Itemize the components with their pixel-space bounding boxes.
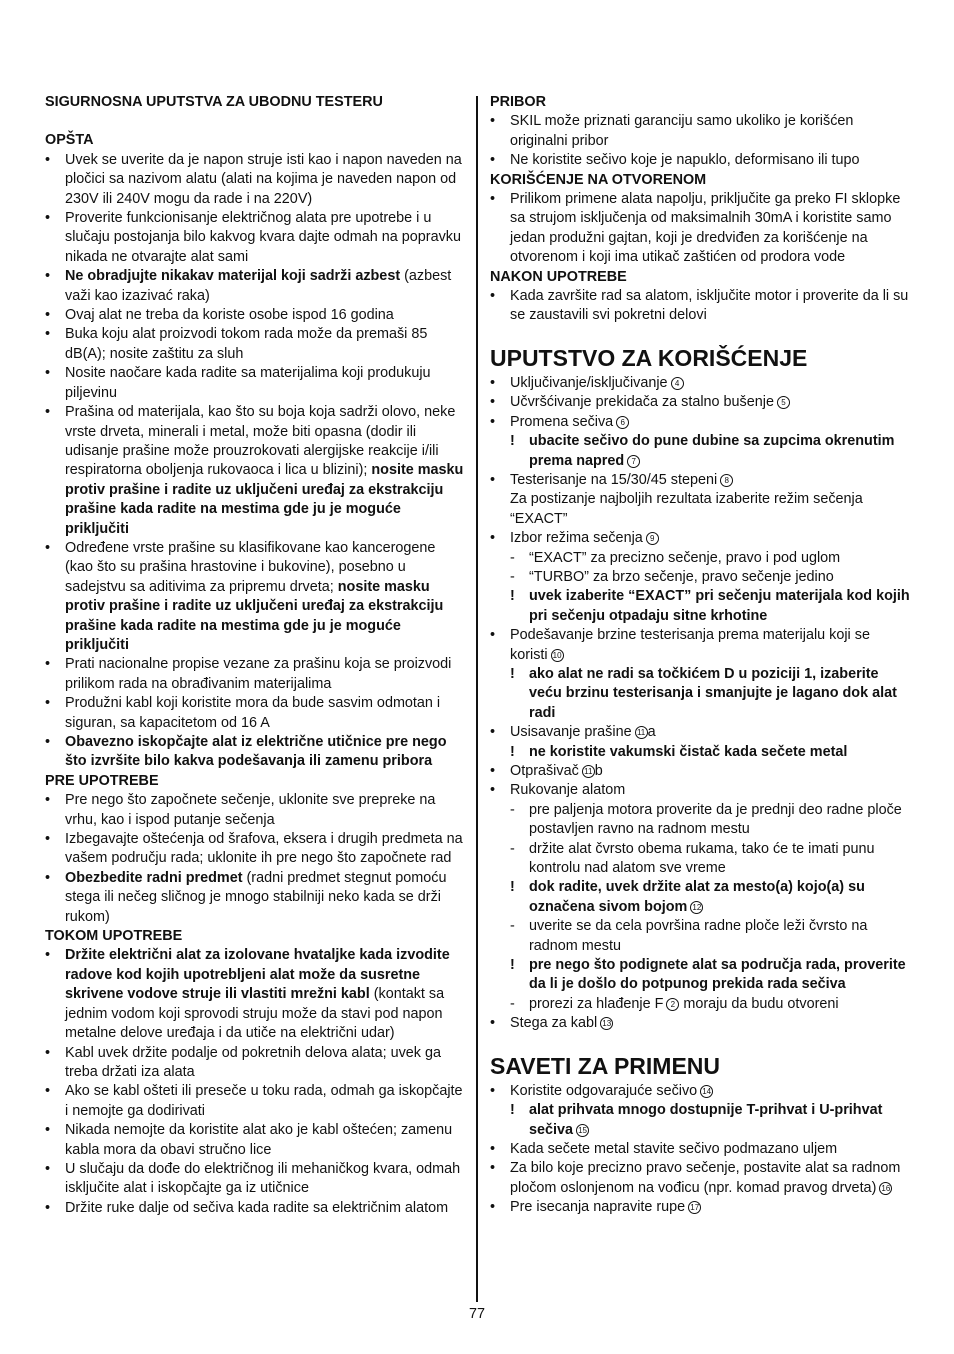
list-item — [490, 781, 910, 800]
item-text: “TURBO” za brzo sečenje, pravo sečenje jedino — [529, 568, 834, 585]
item-text: (kontakt sa jednim vodom koji sprovodi struju može da stavi pod napon metalne delove uređaja i da utiče na električni udar) — [65, 986, 445, 1042]
item-text: Podešavanje brzine testerisanja prema materijalu koji se koristi — [510, 627, 870, 663]
uputstvo-list — [490, 374, 910, 1034]
bold-text: Obezbedite radni predmet — [65, 869, 243, 886]
list-item — [490, 287, 910, 326]
figure-ref-icon: 8 — [720, 474, 733, 487]
list-item — [490, 190, 910, 268]
section-tokom-heading: TOKOM UPOTREBE — [45, 928, 183, 945]
item-text: Buka koju alat proizvodi tokom rada može da premaši 85 dB(A); nosite zaštitu za sluh — [65, 326, 428, 362]
list-item — [45, 1199, 466, 1218]
item-text: (azbest važi kao izazivać raka) — [65, 268, 452, 304]
item-text: Ne koristite sečivo koje je napuklo, deformisano ili tupo — [510, 152, 860, 169]
item-text: Pre isecanja napravite rupe — [510, 1199, 686, 1216]
item-suffix: b — [594, 763, 603, 779]
list-item — [490, 112, 910, 151]
list-item — [45, 869, 466, 927]
warning-item — [490, 956, 910, 995]
list-item — [45, 791, 466, 830]
list-item — [490, 413, 910, 432]
item-text: Stega za kabl — [510, 1015, 598, 1032]
item-text: držite alat čvrsto obema rukama, tako će te imati punu kontrolu nad alatom sve vreme — [529, 840, 875, 877]
item-text: Određene vrste prašine su klasifikovane kao kancerogene (kao što su prašina hrastovine i bukovine), posebno u sadejstvu sa aditivima za pripremu drveta; — [65, 539, 436, 595]
pribor-list — [490, 112, 910, 170]
figure-ref-icon: 13 — [600, 1017, 613, 1030]
list-item — [45, 1121, 466, 1160]
item-text: Rukovanje alatom — [510, 782, 626, 799]
item-text: pre paljenja motora proverite da je prednji deo radne ploče postavljen ravno na radnom mestu — [529, 801, 902, 838]
figure-ref-icon: 11 — [582, 765, 595, 778]
list-item — [45, 655, 466, 694]
pre-list — [45, 791, 466, 927]
list-item — [490, 393, 910, 412]
item-text: (radni predmet stegnut pomoću stega ili nečeg sličnog je mnogo stabilniji neko kada se drži rukom) — [65, 869, 447, 925]
list-item — [45, 209, 466, 267]
figure-ref-icon: 2 — [666, 998, 679, 1011]
item-text: Pre nego što započnete sečenje, uklonite sve prepreke na vrhu, kao i ispod putanje sečenja — [65, 792, 436, 828]
figure-ref-icon: 11 — [635, 726, 648, 739]
item-text: Testerisanje na 15/30/45 stepeni — [510, 471, 718, 488]
item-suffix: a — [647, 724, 656, 741]
list-item — [45, 733, 466, 772]
bold-text: Ne obradjujte nikakav materijal koji sadrži azbest — [65, 268, 401, 285]
item-text: Uključivanje/isključivanje — [510, 374, 668, 391]
saveti-list — [490, 1082, 910, 1218]
section-otvoreno-heading: KORIŠĆENJE NA OTVORENOM — [490, 171, 707, 188]
list-item — [490, 1140, 910, 1159]
nakon-list — [490, 287, 910, 326]
item-text: Nosite naočare kada radite sa materijalima koji produkuju piljevinu — [65, 365, 431, 401]
list-item — [45, 539, 466, 655]
item-text: Usisavanje prašine — [510, 724, 632, 741]
item-text: Kada završite rad sa alatom, isključite motor i proverite da li su se zaustavili svi pokretni delovi — [510, 288, 909, 324]
figure-ref-icon: 9 — [646, 532, 659, 545]
list-item — [490, 626, 910, 665]
item-text: Promena sečiva — [510, 413, 614, 430]
section-pre-heading: PRE UPOTREBE — [45, 772, 159, 789]
list-item — [490, 1082, 910, 1101]
warning-item — [490, 432, 910, 471]
heading-uputstvo: UPUTSTVO ZA KORIŠĆENJE — [490, 344, 808, 371]
list-item — [45, 694, 466, 733]
item-text: uvek izaberite “EXACT” pri sečenju materijala kod kojih pri sečenju otpadaju sitne krhotine — [529, 588, 910, 624]
dash-item — [490, 995, 910, 1014]
item-text: prorezi za hlađenje F — [529, 995, 664, 1012]
item-text: Nikada nemojte da koristite alat ako je kabl oštećen; zamenu kabla mora da obavi stručno lice — [65, 1122, 453, 1158]
list-item — [490, 1198, 910, 1217]
list-item — [490, 471, 910, 529]
section-pribor-heading: PRIBOR — [490, 94, 546, 110]
bold-text: Obavezno iskopčajte alat iz električne utičnice pre nego što izvršite bilo kakva podešavanja ili zamenu pribora — [65, 734, 447, 770]
figure-ref-icon: 16 — [879, 1182, 892, 1195]
bold-text: nosite masku protiv prašine i radite uz uključeni uređaj za ekstrakciju prašine kada radite na mestima gde ju je moguće priključiti — [65, 578, 444, 653]
item-text: uverite se da cela površina radne ploče leži čvrsto na radnom mestu — [529, 918, 868, 954]
warning-item — [490, 587, 910, 626]
figure-ref-icon: 4 — [671, 377, 684, 390]
item-note: Za postizanje najboljih rezultata izaberite režim sečenja “EXACT” — [510, 491, 863, 527]
figure-ref-icon: 7 — [627, 455, 640, 468]
item-text: Ako se kabl ošteti ili preseče u toku rada, odmah ga iskopčajte i nemojte ga dodirivati — [65, 1083, 463, 1119]
item-text: ubacite sečivo do pune dubine sa zupcima okrenutim prema napred — [529, 433, 895, 469]
dash-item — [490, 801, 910, 840]
heading-saveti: SAVETI ZA PRIMENU — [490, 1052, 721, 1079]
list-item — [45, 364, 466, 403]
list-item — [45, 306, 466, 325]
list-item — [490, 723, 910, 742]
warning-item — [490, 878, 910, 917]
figure-ref-icon: 12 — [690, 901, 703, 914]
item-text: Prilikom primene alata napolju, priključite ga preko FI sklopke sa strujom isključenja od maksimalnih 30mA i koristite samo jedan produžni gajtan, koji je dredviđen za korišćenje na otvorenom i koji ima utikač zaštićen od prodora vode — [510, 191, 901, 266]
item-text: Držite ruke dalje od sečiva kada radite sa električnim alatom — [65, 1199, 449, 1216]
figure-ref-icon: 10 — [551, 649, 564, 662]
item-text: Prati nacionalne propise vezane za prašinu koja se proizvodi prilikom rada na obrađivanim materijalima — [65, 656, 452, 692]
item-text: Uvek se uverite da je napon struje isti kao i napon naveden na pločici sa nazivom alatu (alati na kojima je naveden napon od 230V ili 240V mogu da rade i na 220V) — [65, 151, 462, 207]
item-text: Kabl uvek držite podalje od pokretnih delova alata; uvek ga treba držati iza alata — [65, 1044, 442, 1080]
item-text: Kada sečete metal stavite sečivo podmazano uljem — [510, 1140, 838, 1157]
right-column — [490, 93, 910, 1218]
figure-ref-icon: 6 — [616, 416, 629, 429]
bold-text: nosite masku protiv prašine i radite uz uključeni uređaj za ekstrakciju prašine kada radite na mestima gde ju je moguće priključiti — [65, 462, 464, 537]
list-item — [45, 830, 466, 869]
item-text: alat prihvata mnogo dostupnije T-prihvat i U-prihvat sečiva — [529, 1102, 883, 1138]
item-text: Proverite funkcionisanje električnog alata pre upotrebe i u slučaju postojanja bilo kakvog kvara dajte odmah na popravku nikada ne otvarajte alat sami — [65, 210, 461, 265]
bold-text: Držite električni alat za izolovane hvataljke kada izvodite radove kod kojih upotrebljeni alat može da susretne skrivene vodove struje ili vlastiti mrežni kabl — [65, 947, 450, 1003]
dash-item — [490, 549, 910, 568]
list-item — [45, 151, 466, 209]
otvoreno-list — [490, 190, 910, 268]
column-divider — [476, 96, 478, 1302]
item-text: Produžni kabl koji koristite mora da bude sasvim odmotan i siguran, sa kapacitetom od 16 A — [65, 695, 441, 731]
safety-title: SIGURNOSNA UPUTSTVA ZA UBODNU TESTERU — [45, 94, 383, 110]
item-text: U slučaju da dođe do električnog ili mehaničkog kvara, odmah isključite alat i iskopčajte ga iz utičnice — [65, 1160, 461, 1197]
figure-ref-icon: 17 — [688, 1201, 701, 1214]
left-column — [45, 93, 466, 1218]
item-text: Izbegavajte oštećenja od šrafova, eksera i drugih predmeta na vašem području rada; uklonite ih pre nego što započnete rad — [65, 831, 463, 867]
figure-ref-icon: 15 — [576, 1124, 589, 1137]
list-item — [45, 1044, 466, 1083]
list-item — [490, 1159, 910, 1198]
item-text: ako alat ne radi sa točkićem D u poziciji 1, izaberite veću brzinu testerisanja i smanjujte je lagano dok alat radi — [529, 665, 897, 721]
list-item — [45, 403, 466, 539]
dash-item — [490, 917, 910, 956]
list-item — [490, 1014, 910, 1033]
list-item — [490, 374, 910, 393]
item-text: SKIL može priznati garanciju samo ukoliko je korišćen originalni pribor — [510, 113, 854, 149]
list-item — [490, 529, 910, 548]
figure-ref-icon: 5 — [777, 396, 790, 409]
item-suffix: moraju da budu otvoreni — [679, 995, 839, 1012]
page-number: 77 — [468, 1306, 485, 1322]
dash-item — [490, 840, 910, 879]
section-opsta-heading: OPŠTA — [45, 132, 94, 149]
item-text: Prašina od materijala, kao što su boja koja sadrži olovo, neke vrste drveta, minerali i metal, može biti opasna (dodir ili udisanje prašine može prouzrokovati alergijske reakcije i/ili respiratorna oboljenja rukovaoca i lica u blizini); — [65, 404, 456, 479]
opsta-list — [45, 151, 466, 772]
list-item — [45, 946, 466, 1043]
figure-ref-icon: 14 — [700, 1085, 713, 1098]
list-item — [45, 267, 466, 306]
item-text: Ovaj alat ne treba da koriste osobe ispod 16 godina — [65, 307, 394, 324]
warning-item — [490, 743, 910, 762]
dash-item — [490, 568, 910, 587]
tokom-list — [45, 946, 466, 1218]
section-nakon-heading: NAKON UPOTREBE — [490, 268, 627, 285]
warning-item — [490, 665, 910, 723]
item-text: “EXACT” za precizno sečenje, pravo i pod uglom — [529, 549, 841, 566]
item-text: ne koristite vakumski čistač kada sečete metal — [529, 743, 848, 760]
warning-item — [490, 1101, 910, 1140]
list-item — [45, 1082, 466, 1121]
item-text: Koristite odgovarajuće sečivo — [510, 1082, 698, 1099]
item-text: Otprašivač — [510, 763, 579, 779]
item-text: dok radite, uvek držite alat za mesto(a) kojo(a) su označena sivom bojom — [529, 879, 865, 915]
item-text: pre nego što podignete alat sa područja rada, proverite da li je došlo do potpunog prekida rada sečiva — [529, 957, 906, 993]
list-item — [490, 762, 910, 781]
item-text: Izbor režima sečenja — [510, 530, 643, 547]
list-item — [45, 325, 466, 364]
list-item — [45, 1160, 466, 1199]
item-text: Za bilo koje precizno pravo sečenje, postavite alat sa radnom pločom oslonjenom na vođicu (npr. komad pravog drveta) — [510, 1160, 901, 1196]
item-text: Učvršćivanje prekidača za stalno bušenje — [510, 394, 774, 411]
list-item — [490, 151, 910, 170]
